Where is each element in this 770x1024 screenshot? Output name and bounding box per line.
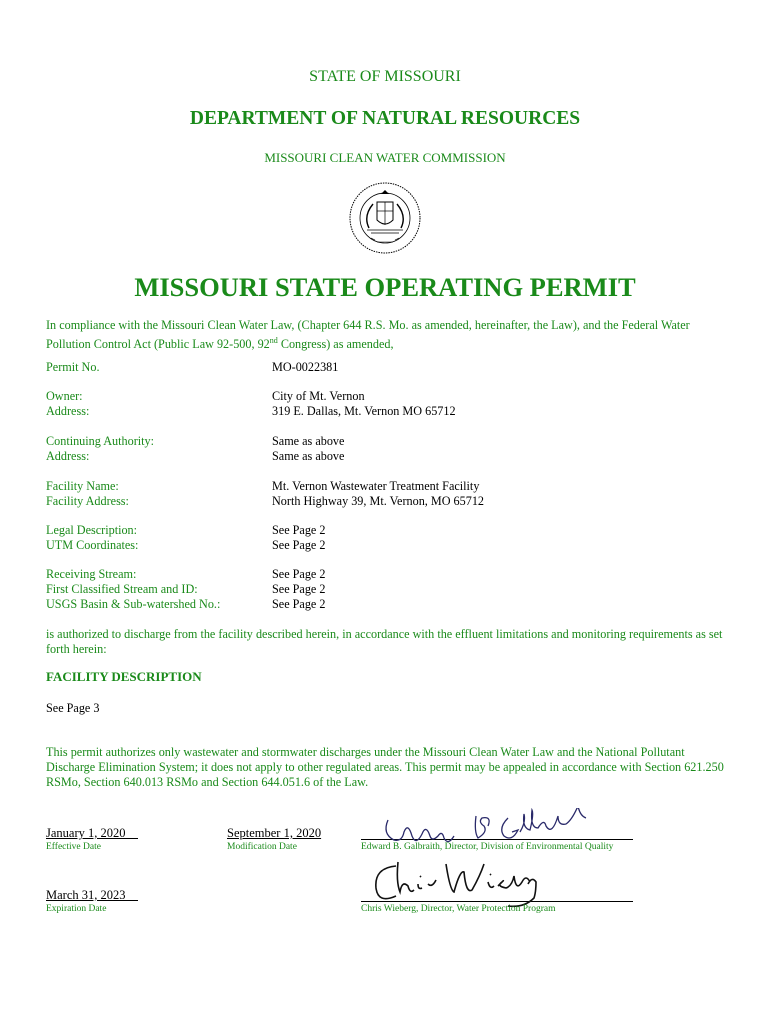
signature-galbraith-icon (380, 808, 600, 846)
owner-address-value: 319 E. Dallas, Mt. Vernon MO 65712 (272, 404, 456, 418)
director-water-caption: Chris Wieberg, Director, Water Protection Program (361, 904, 556, 914)
owner-label: Owner: (46, 389, 83, 403)
intro-text: In compliance with the Missouri Clean Water Law, (Chapter 644 R.S. Mo. as amended, hereinafter, the Law), and the Federal Water Pollution Control Act (Public Law 92-500, 92 (46, 318, 690, 352)
commission-heading: MISSOURI CLEAN WATER COMMISSION (264, 150, 506, 165)
signature-wieberg-icon (368, 858, 558, 910)
legal-description-value: See Page 2 (272, 523, 326, 537)
permit-notice: This permit authorizes only wastewater and stormwater discharges under the Missouri Clean Water Law and the National Pollutant Discharge Elimination System; it does not apply to other regulated areas. This permit may be appealed in accordance with Section 621.250 RSMo, Section 640.013 RSMo and Section 644.051.6 of the Law. (46, 745, 724, 789)
utm-value: See Page 2 (272, 538, 326, 552)
owner-address-label: Address: (46, 404, 90, 418)
permit-no-value: MO-0022381 (272, 360, 339, 374)
facility-description-body: See Page 3 (46, 701, 100, 715)
owner-value: City of Mt. Vernon (272, 389, 365, 403)
ca-address-label: Address: (46, 449, 90, 463)
effective-date-label: Effective Date (46, 842, 101, 852)
modification-date-label: Modification Date (227, 842, 297, 852)
state-heading: STATE OF MISSOURI (309, 68, 461, 85)
usgs-value: See Page 2 (272, 597, 326, 611)
facility-description-heading: FACILITY DESCRIPTION (46, 669, 202, 684)
expiration-date-label: Expiration Date (46, 904, 107, 914)
receiving-stream-label: Receiving Stream: (46, 567, 137, 581)
intro-text-end: Congress) as amended, (277, 337, 394, 352)
facility-name-label: Facility Name: (46, 479, 119, 493)
modification-date: September 1, 2020 (227, 826, 322, 840)
utm-label: UTM Coordinates: (46, 538, 139, 552)
facility-address-label: Facility Address: (46, 494, 129, 508)
compliance-intro (46, 318, 736, 352)
ca-address-value: Same as above (272, 449, 345, 463)
facility-name-value: Mt. Vernon Wastewater Treatment Facility (272, 479, 480, 493)
facility-address-value: North Highway 39, Mt. Vernon, MO 65712 (272, 494, 485, 508)
director-quality-caption: Edward B. Galbraith, Director, Division of Environmental Quality (361, 842, 614, 852)
expiration-date: March 31, 2023 (46, 888, 126, 902)
first-classified-label: First Classified Stream and ID: (46, 582, 198, 596)
receiving-stream-value: See Page 2 (272, 567, 326, 581)
department-heading: DEPARTMENT OF NATURAL RESOURCES (189, 108, 581, 129)
first-classified-value: See Page 2 (272, 582, 326, 596)
usgs-label: USGS Basin & Sub-watershed No.: (46, 597, 221, 611)
legal-description-label: Legal Description: (46, 523, 138, 537)
effective-date: January 1, 2020 (46, 826, 126, 840)
intro-superscript: nd (269, 336, 278, 345)
authorization-statement: is authorized to discharge from the facility described herein, in accordance with the effluent limitations and monitoring requirements as set forth herein: (46, 627, 723, 656)
permit-title: MISSOURI STATE OPERATING PERMIT (134, 272, 636, 302)
continuing-authority-label: Continuing Authority: (46, 434, 155, 448)
continuing-authority-value: Same as above (272, 434, 345, 448)
state-seal-icon (347, 180, 423, 256)
permit-no-label: Permit No. (46, 360, 100, 374)
